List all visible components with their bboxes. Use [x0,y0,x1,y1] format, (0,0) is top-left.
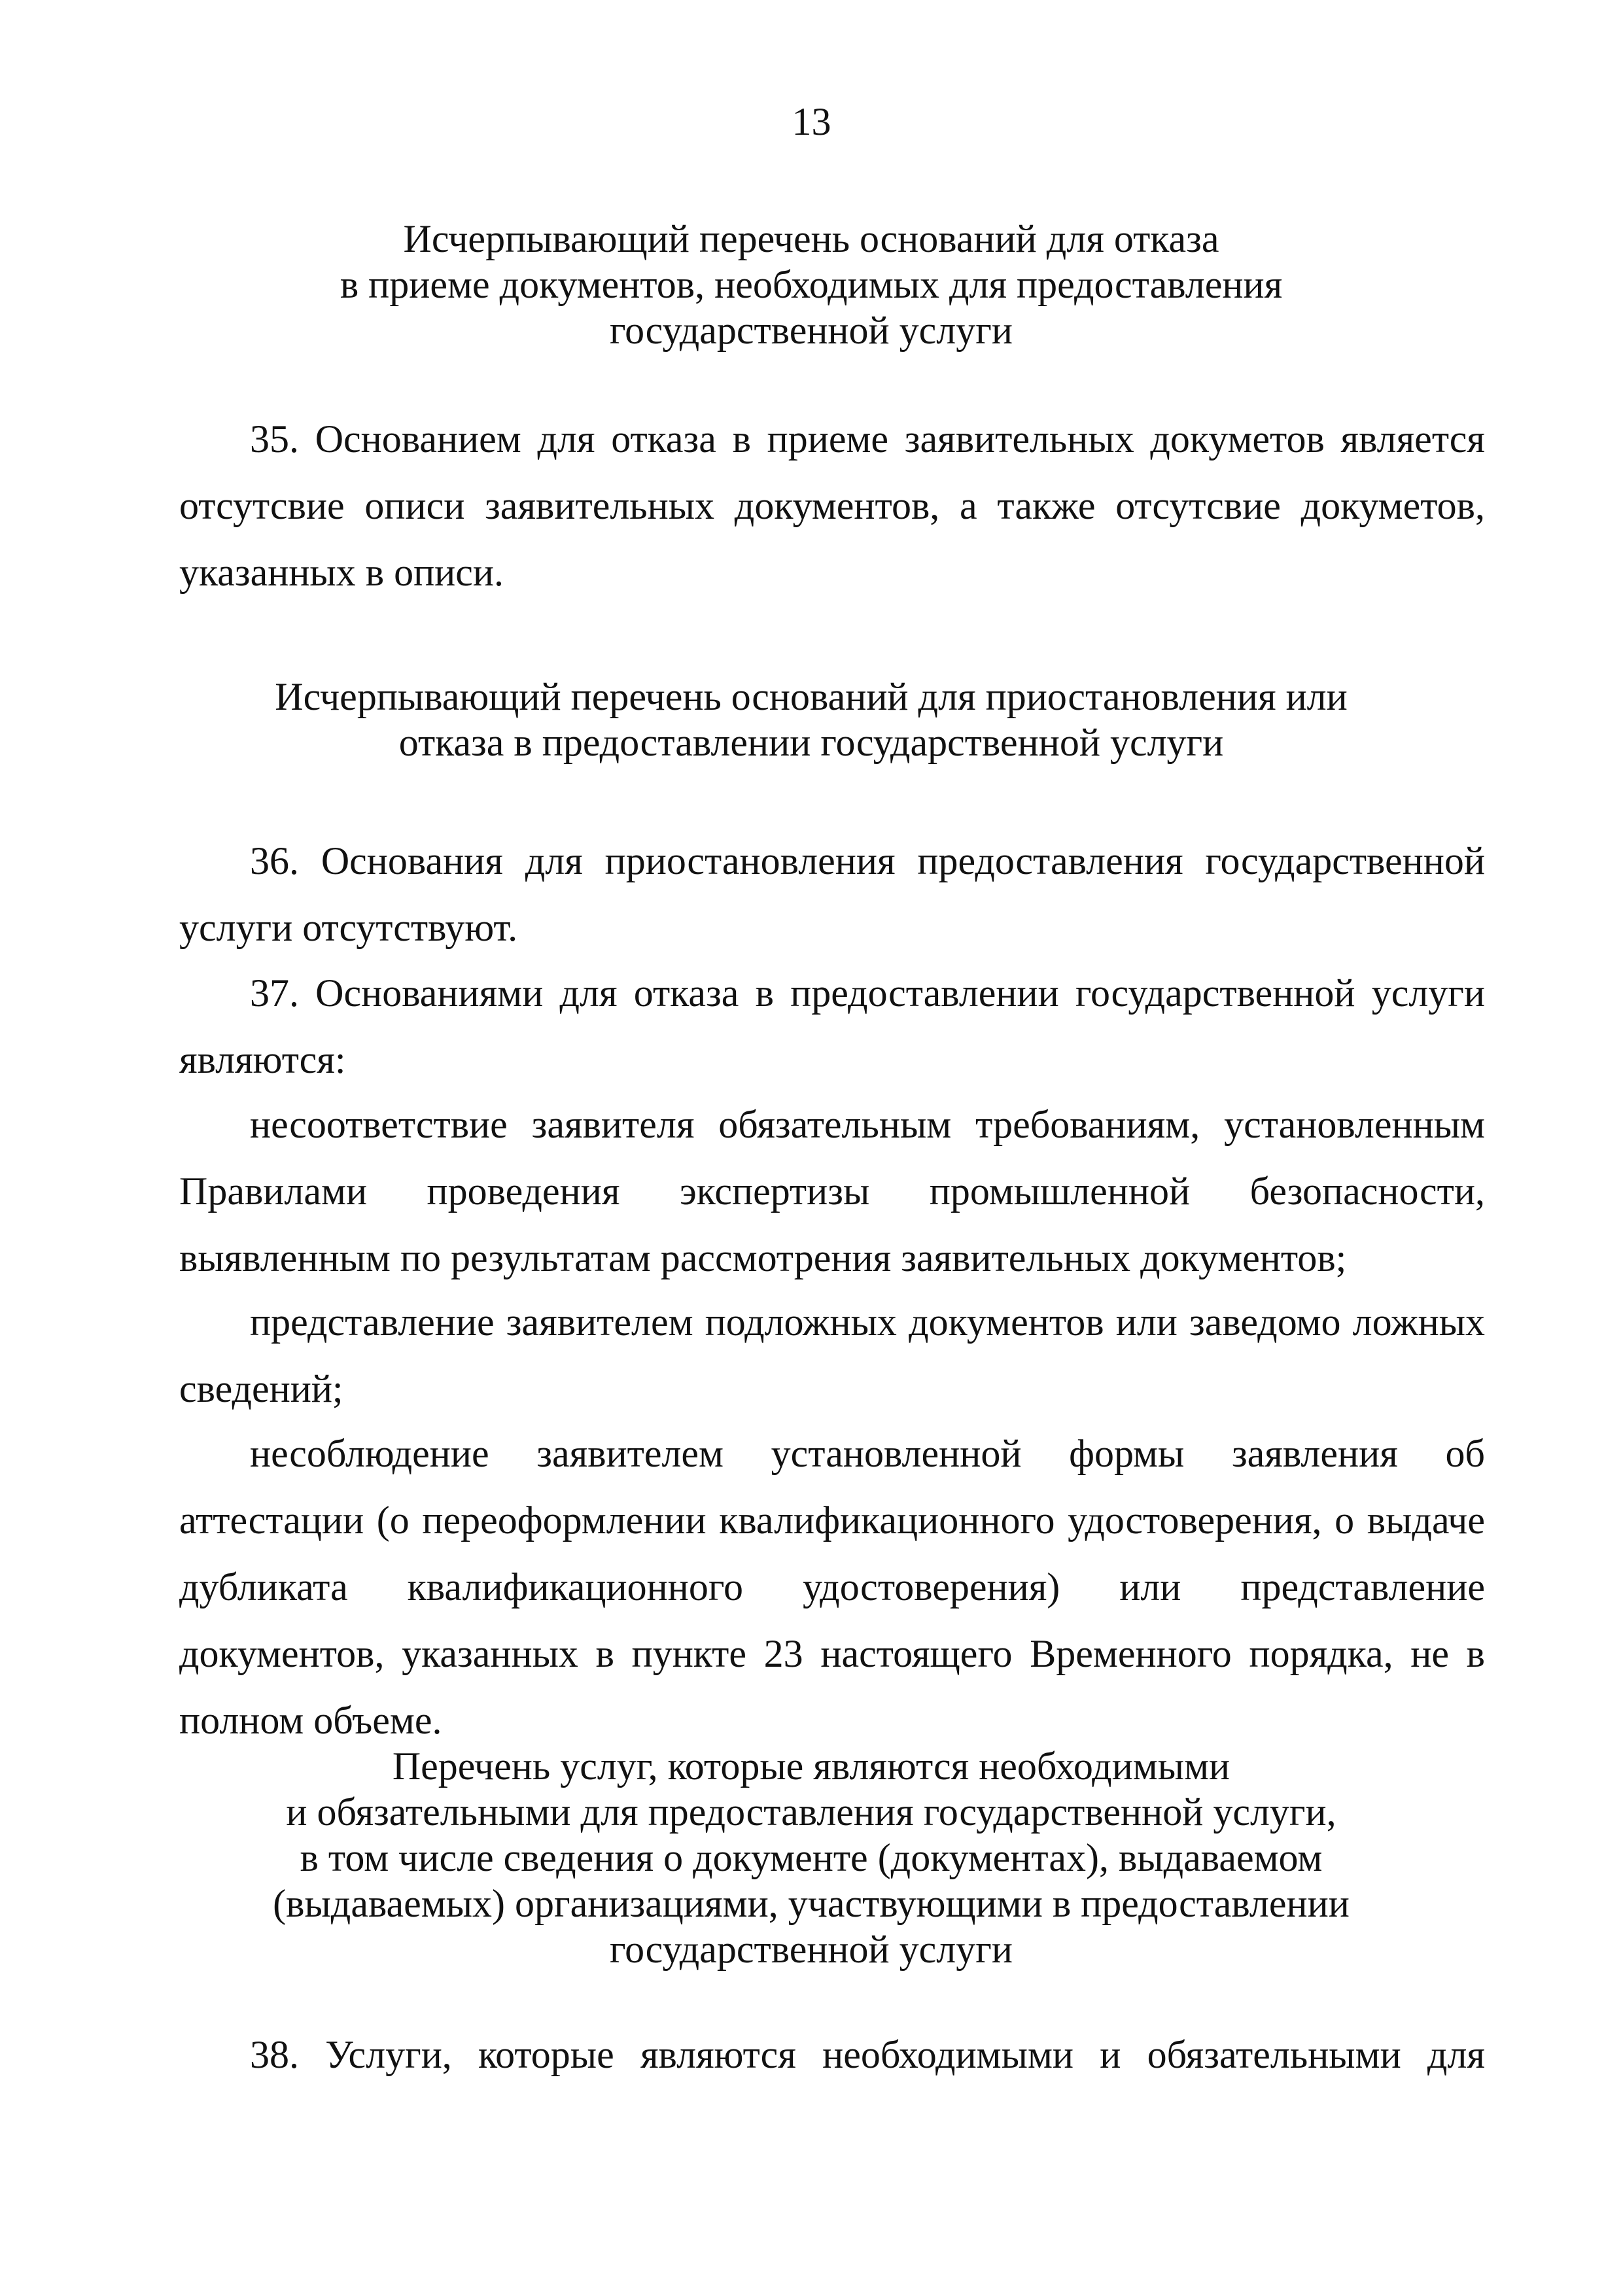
page-number: 13 [792,100,831,143]
section-heading-refusal-acceptance [249,216,1374,353]
heading-line: в приеме документов, необходимых для предоставления [340,263,1283,306]
heading-line: государственной услуги [610,1928,1013,1971]
heading-line: и обязательными для предоставления государственной услуги, [286,1790,1336,1834]
paragraph-35: 35. Основанием для отказа в приеме заявительных докуметов является отсутсвие описи заявительных документов, а также отсутсвие докуметов, указанных в описи. [179,417,1485,594]
heading-line: Исчерпывающий перечень оснований для приостановления или [275,675,1348,718]
heading-line: государственной услуги [610,309,1013,352]
heading-line: Исчерпывающий перечень оснований для отказа [403,217,1219,260]
paragraph-36: 36. Основания для приостановления предоставления государственной услуги отсутствуют. [179,839,1485,949]
paragraph-37: 37. Основаниями для отказа в предоставлении государственной услуги являются: [179,971,1485,1081]
section-heading-required-services [249,1743,1374,1972]
heading-line: в том числе сведения о документе (документах), выдаваемом [300,1836,1323,1879]
paragraph-37-item-2: представление заявителем подложных документов или заведомо ложных сведений; [179,1300,1485,1410]
section-heading-suspension-refusal [249,674,1374,765]
heading-line: отказа в предоставлении государственной услуги [398,721,1224,764]
paragraph-37-item-1: несоответствие заявителя обязательным требованиям, установленным Правилами проведения экспертизы промышленной безопасности, выявленным по результатам рассмотрения заявительных документов; [179,1103,1485,1279]
heading-line: Перечень услуг, которые являются необходимыми [392,1745,1230,1788]
paragraph-37-item-3: несоблюдение заявителем установленной формы заявления об аттестации (о переоформлении квалификационного удостоверения, о выдаче дубликата квалификационного удостоверения) или представление документов, указанных в пункте 23 настоящего Временного порядка, не в полном объеме. [179,1432,1485,1742]
heading-line: (выдаваемых) организациями, участвующими в предоставлении [273,1882,1350,1925]
paragraph-38: 38. Услуги, которые являются необходимыми и обязательными для [250,2033,1485,2076]
